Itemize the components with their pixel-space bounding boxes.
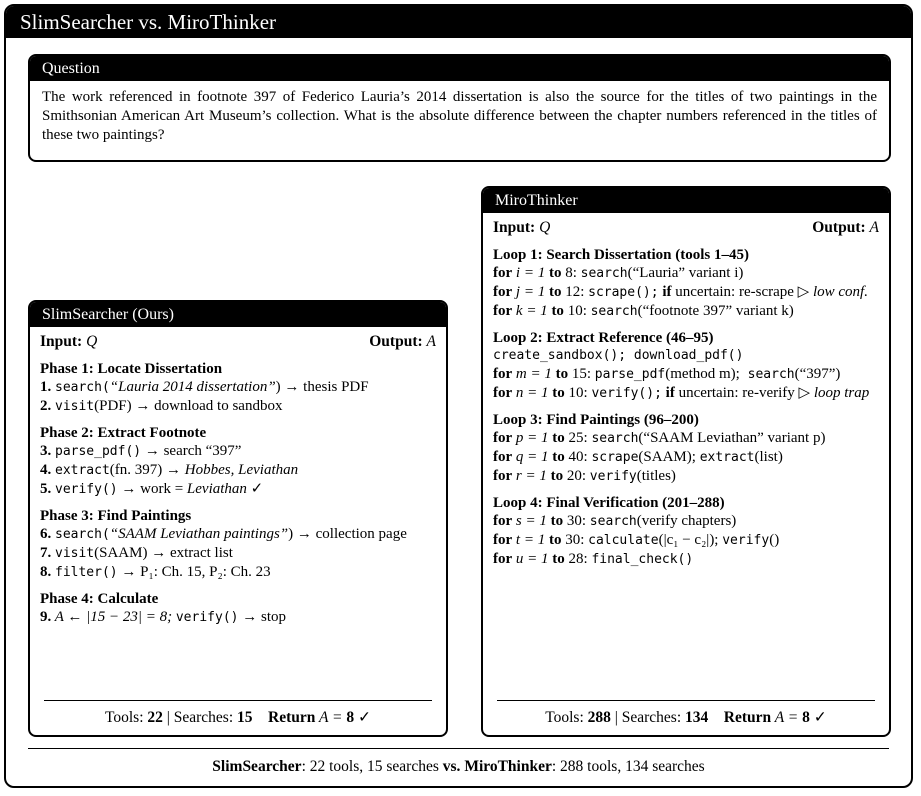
loop-line: for n = 1 to 10: verify(); if uncertain: re-verify ▷ loop trap	[493, 385, 870, 401]
miro-input-var: Q	[539, 219, 551, 236]
miro-output-label: Output:	[812, 219, 866, 236]
slim-output-var: A	[426, 333, 436, 350]
phase-title: Phase 1: Locate Dissertation	[40, 361, 223, 377]
step-4: 4. extract(fn. 397) → Hobbes, Leviathan	[40, 462, 299, 478]
loop-line: create_sandbox(); download_pdf()	[493, 348, 744, 363]
loop-title: Loop 1: Search Dissertation (tools 1–45)	[493, 247, 749, 263]
miro-loop-1	[493, 246, 879, 321]
miro-loop-2	[493, 329, 879, 403]
miro-loop-3	[493, 411, 879, 486]
miro-output-var: A	[869, 219, 879, 236]
loop-line: for i = 1 to 8: search(“Lauria” variant i)	[493, 265, 744, 281]
step-5: 5. verify() → work = Leviathan ✓	[40, 481, 264, 497]
slimsearcher-box	[28, 300, 448, 737]
phase-title: Phase 2: Extract Footnote	[40, 425, 207, 441]
question-text: The work referenced in footnote 397 of Federico Lauria’s 2014 dissertation is also the source for the titles of two paintings in the Smithsonian American Art Museum’s collection. What is the absolute difference between the chapter numbers referenced in the titles of these two paintings?	[42, 89, 877, 143]
slim-phase-1	[40, 360, 436, 416]
slim-phase-2	[40, 424, 436, 499]
slim-phase-4	[40, 590, 436, 627]
loop-title: Loop 3: Find Paintings (96–200)	[493, 412, 699, 428]
slim-phase-3	[40, 507, 436, 582]
loop-line: for r = 1 to 20: verify(titles)	[493, 468, 676, 484]
slim-io-row	[40, 333, 436, 351]
question-label: Question	[30, 56, 889, 81]
step-9: 9. A ← |15 − 23| = 8; verify() → stop	[40, 609, 286, 625]
check-icon: ✓	[354, 709, 371, 726]
loop-line: for j = 1 to 12: scrape(); if uncertain: re-scrape ▷ low conf.	[493, 284, 868, 300]
phase-title: Phase 3: Find Paintings	[40, 508, 192, 524]
loop-line: for k = 1 to 10: search(“footnote 397” variant k)	[493, 303, 794, 319]
step-7: 7. visit(SAAM) → extract list	[40, 545, 233, 561]
step-6: 6. search(“SAAM Leviathan paintings”) → collection page	[40, 526, 407, 542]
miro-summary-footer: Tools: 288 | Searches: 134 Return A = 8 ✓	[497, 700, 875, 735]
comparison-summary: SlimSearcher: 22 tools, 15 searches vs. MiroThinker: 288 tools, 134 searches	[212, 758, 705, 775]
mirothinker-title: MiroThinker	[483, 188, 889, 213]
miro-io-row	[493, 219, 879, 237]
step-2: 2. visit(PDF) → download to sandbox	[40, 398, 283, 414]
loop-line: for u = 1 to 28: final_check()	[493, 551, 694, 567]
step-1: 1. search(“Lauria 2014 dissertation”) → thesis PDF	[40, 379, 369, 395]
check-icon: ✓	[809, 709, 827, 726]
loop-title: Loop 2: Extract Reference (46–95)	[493, 330, 714, 346]
loop-line: for q = 1 to 40: scrape(SAAM); extract(list)	[493, 449, 783, 465]
step-3: 3. parse_pdf() → search “397”	[40, 443, 242, 459]
loop-line: for m = 1 to 15: parse_pdf(method m); search(“397”)	[493, 366, 841, 382]
loop-line: for s = 1 to 30: search(verify chapters)	[493, 513, 737, 529]
check-icon: ✓	[246, 481, 264, 497]
miro-loop-4	[493, 494, 879, 569]
slim-input-label: Input:	[40, 333, 83, 350]
miro-input-label: Input:	[493, 219, 536, 236]
loop-line: for p = 1 to 25: search(“SAAM Leviathan” variant p)	[493, 430, 826, 446]
question-box	[28, 54, 891, 162]
slim-input-var: Q	[86, 333, 98, 350]
comparison-frame	[4, 4, 913, 788]
mirothinker-box	[481, 186, 891, 737]
bottom-divider	[28, 748, 889, 749]
slimsearcher-title: SlimSearcher (Ours)	[30, 302, 446, 327]
phase-title: Phase 4: Calculate	[40, 591, 159, 607]
slim-summary-footer: Tools: 22 | Searches: 15 Return A = 8 ✓	[44, 700, 432, 735]
loop-title: Loop 4: Final Verification (201–288)	[493, 495, 725, 511]
step-8: 8. filter() → P₁: Ch. 15, P₂: Ch. 23	[40, 564, 271, 580]
slim-output-label: Output:	[369, 333, 423, 350]
frame-title: SlimSearcher vs. MiroThinker	[6, 6, 911, 38]
loop-line: for t = 1 to 30: calculate(|c₁ − c₂|); verify()	[493, 532, 780, 548]
